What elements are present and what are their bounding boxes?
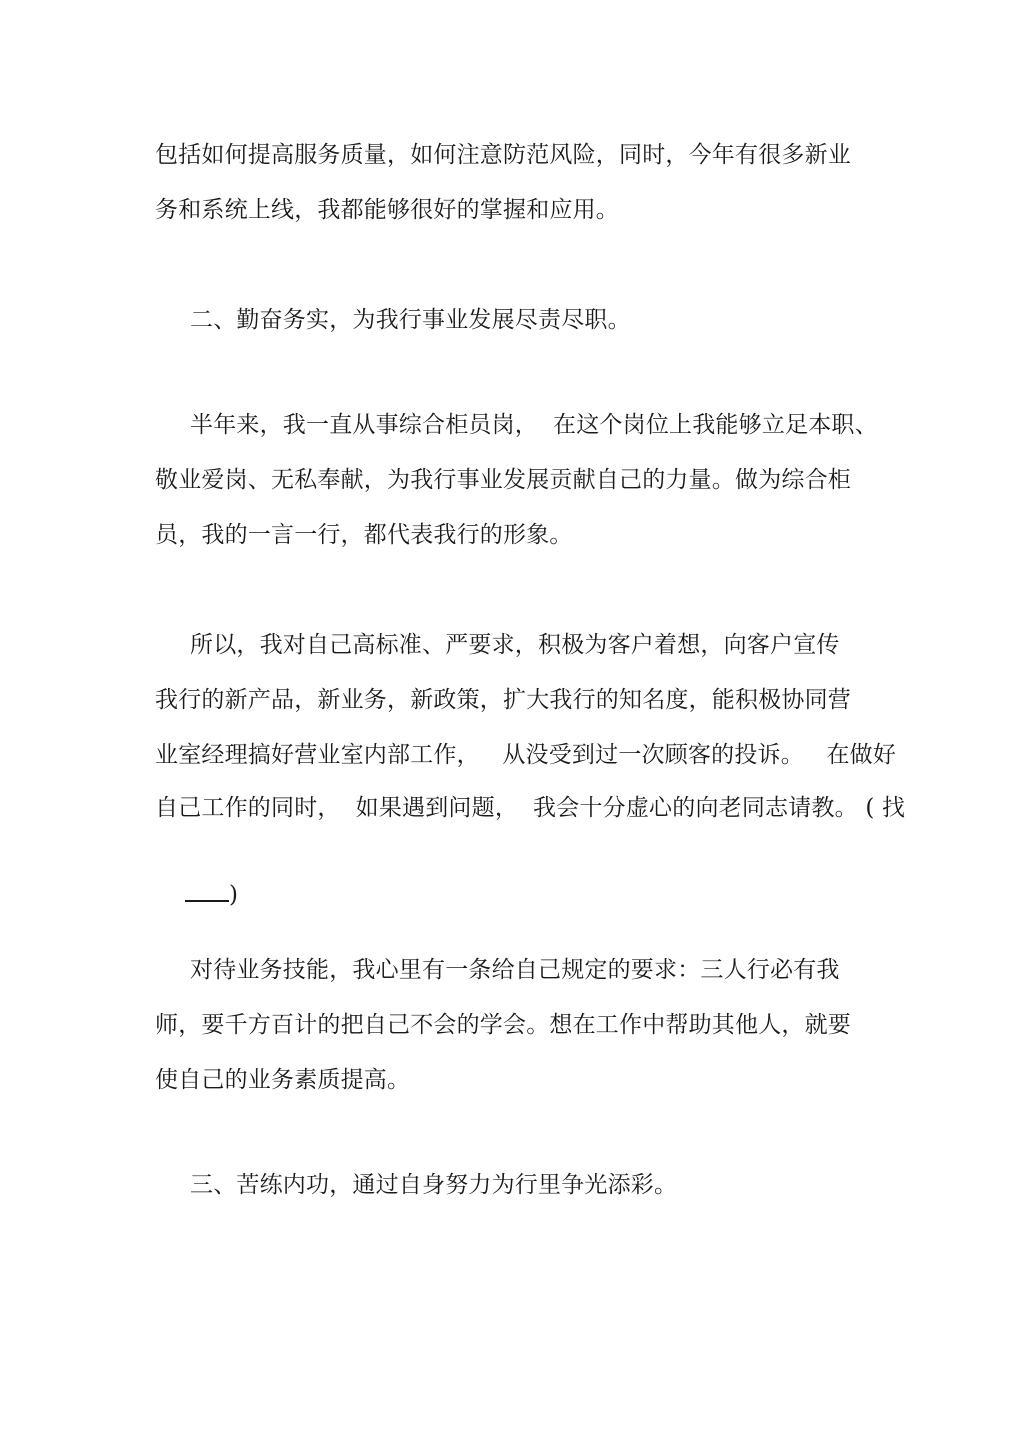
paragraph-line: 敬业爱岗、无私奉献，为我行事业发展贡献自己的力量。做为综合柜 [155, 467, 851, 493]
paragraph-line: 员，我的一言一行，都代表我行的形象。 [155, 522, 573, 548]
paragraph-line: 业室经理搞好营业室内部工作， 从没受到过一次顾客的投诉。 在做好 [155, 742, 897, 768]
closing-paren: ) [229, 882, 239, 908]
paragraph-line: 所以，我对自己高标准、严要求，积极为客户着想，向客户宣传 [190, 632, 840, 658]
paragraph-line: 师，要千方百计的把自己不会的学会。想在工作中帮助其他人，就要 [155, 1012, 851, 1038]
paragraph-line: 自己工作的同时， 如果遇到问题， 我会十分虚心的向老同志请教。 ( 找 [155, 795, 906, 821]
paragraph-line: 半年来，我一直从事综合柜员岗， 在这个岗位上我能够立足本职、 [190, 412, 878, 438]
paragraph-line: 对待业务技能，我心里有一条给自己规定的要求：三人行必有我 [190, 957, 840, 983]
paragraph-line: 我行的新产品，新业务，新政策，扩大我行的知名度，能积极协同营 [155, 687, 851, 713]
fill-in-blank [185, 878, 229, 902]
paragraph-line-with-blank [155, 848, 238, 940]
section-heading: 二、勤奋务实，为我行事业发展尽责尽职。 [190, 307, 631, 333]
section-heading: 三、苦练内功，通过自身努力为行里争光添彩。 [190, 1172, 678, 1198]
paragraph-line: 使自己的业务素质提高。 [155, 1067, 411, 1093]
paragraph-line: 包括如何提高服务质量，如何注意防范风险，同时，今年有很多新业 [155, 142, 851, 168]
paragraph-line: 务和系统上线，我都能够很好的掌握和应用。 [155, 197, 619, 223]
